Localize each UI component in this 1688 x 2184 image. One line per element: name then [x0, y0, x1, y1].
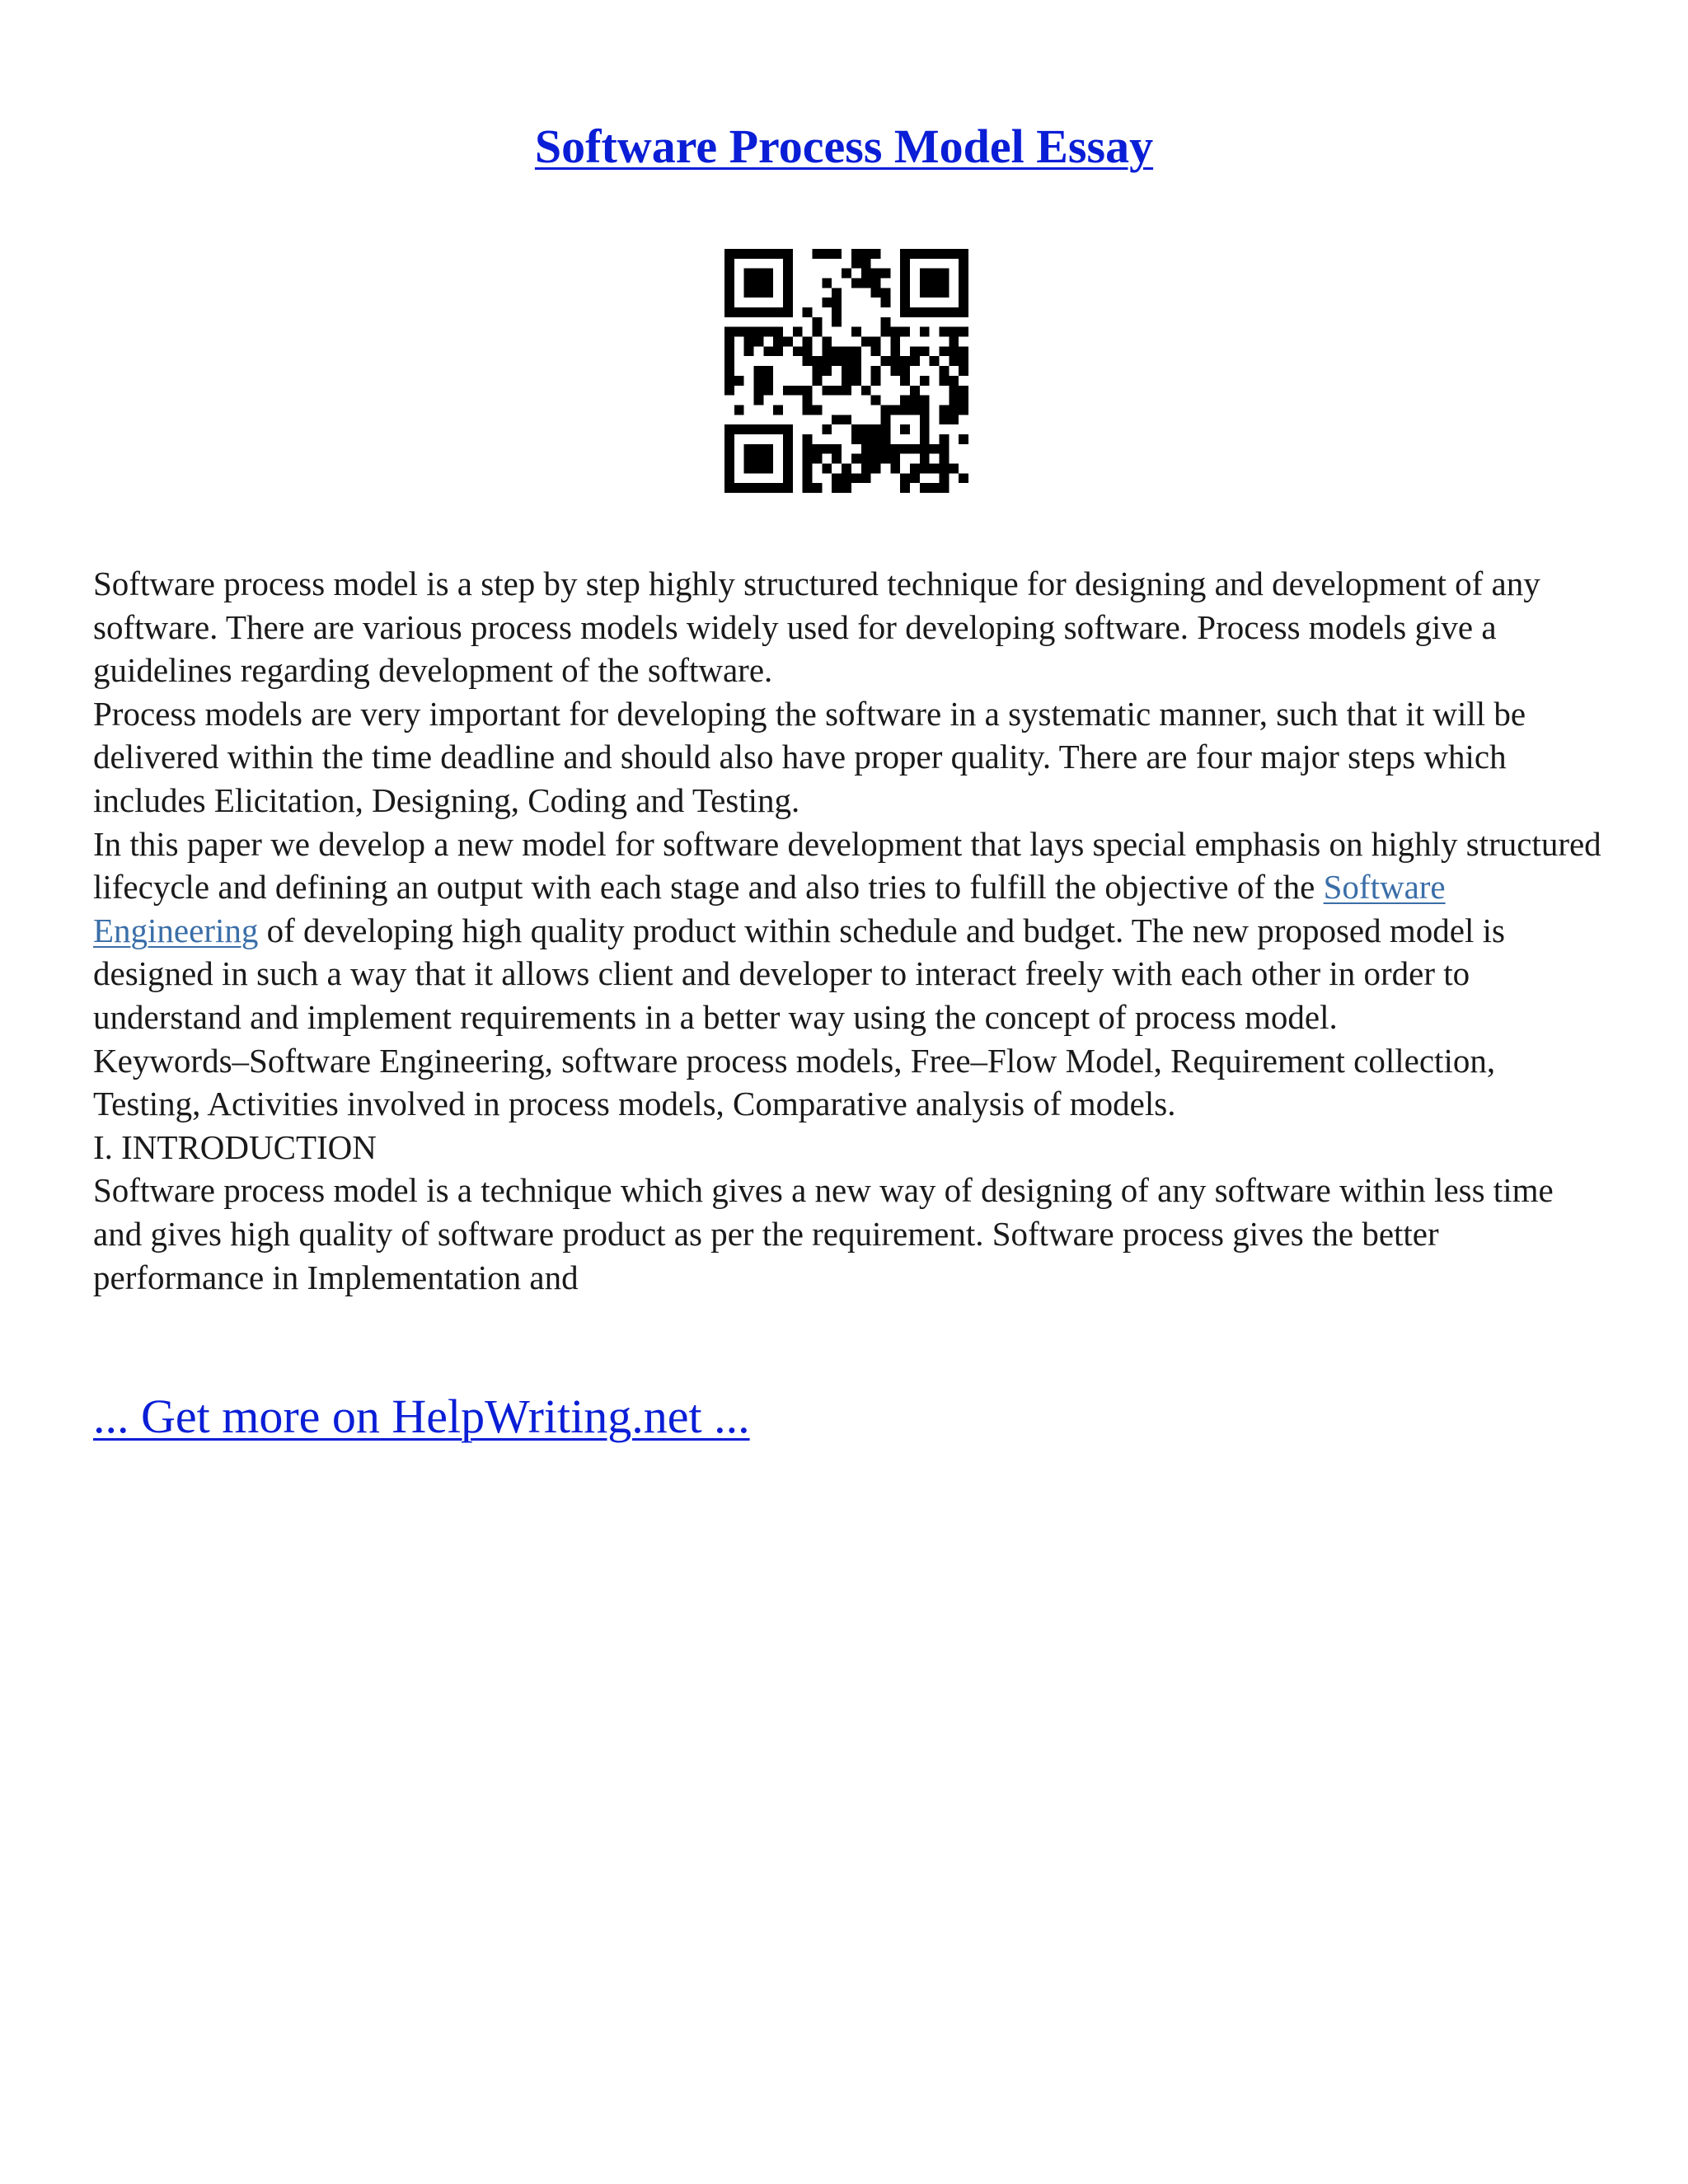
paragraph-proposal — [93, 823, 1601, 1039]
get-more-link[interactable]: ... Get more on HelpWriting.net ... — [93, 1390, 750, 1443]
software-engineering-link[interactable]: Software Engineering — [93, 868, 1446, 949]
paragraph-importance: Process models are very important for developing the software in a systematic manner, such that it will be delivered within the time deadline and should also have proper quality. There are four major steps which includes Elicitation, Designing, Coding and Testing. — [93, 694, 1526, 819]
paragraph-introduction: Software process model is a technique which gives a new way of designing of any software within less time and gives high quality of software product as per the requirement. Software process gives the better performance in Implementation and — [93, 1171, 1554, 1296]
qr-code — [724, 249, 968, 493]
essay-body — [93, 562, 1601, 1299]
page-title — [0, 114, 1688, 180]
get-more-section — [93, 1388, 750, 1446]
paragraph-proposal-start: In this paper we develop a new model for software development that lays special emphasis on highly structured lifecycle and defining an output with each stage and also tries to fulfill the objective of the — [93, 824, 1601, 907]
paragraph-intro: Software process model is a step by step highly structured technique for designing and development of any software. There are various process models widely used for developing software. Process models give a guidelines regarding development of the software. — [93, 565, 1540, 690]
title-link[interactable]: Software Process Model Essay — [534, 120, 1154, 173]
paragraph-proposal-end: of developing high quality product within schedule and budget. The new proposed model is designed in such a way that it allows client and developer to interact freely with each other in order to understand and implement requirements in a better way using the concept of process model. — [93, 911, 1505, 1036]
section-heading-introduction: I. INTRODUCTION — [93, 1127, 377, 1166]
paragraph-keywords: Keywords–Software Engineering, software process models, Free–Flow Model, Requirement collection, Testing, Activities involved in process models, Comparative analysis of models. — [93, 1041, 1496, 1123]
